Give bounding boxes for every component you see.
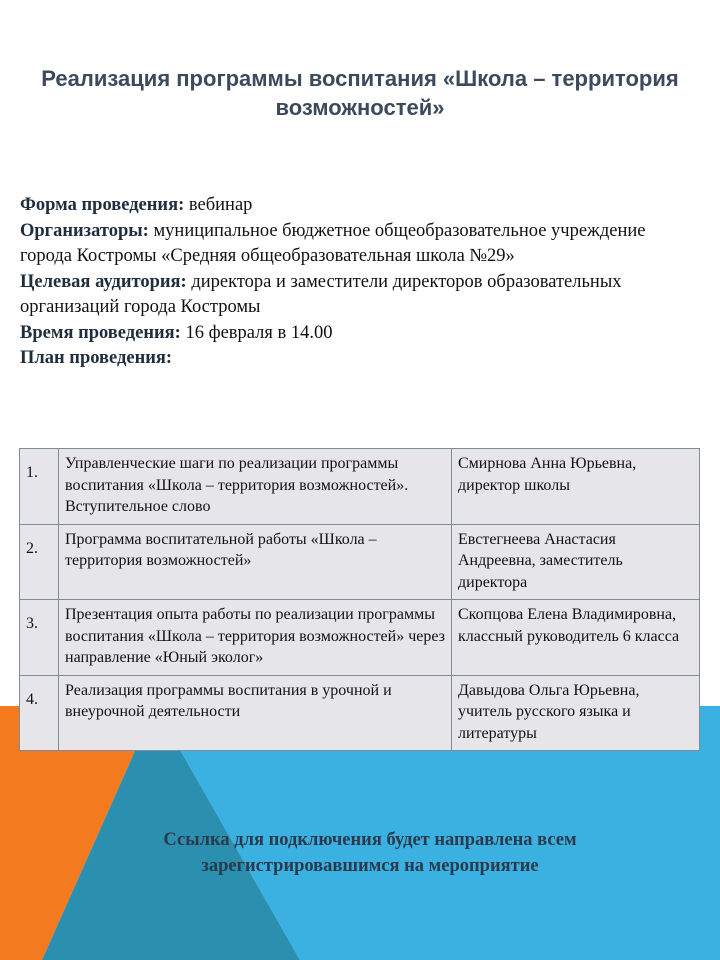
connection-note: Ссылка для подключения будет направлена всем зарегистрировавшимся на мероприятие (163, 830, 577, 876)
format-value: вебинар (184, 195, 253, 215)
organizers-line (20, 219, 660, 270)
row-number: 1. (20, 449, 59, 525)
row-speaker: Скопцова Елена Владимировна, классный руководитель 6 класса (452, 600, 700, 676)
row-topic: Презентация опыта работы по реализации программы воспитания «Школа – территория возможностей» через направление «Юный эколог» (59, 600, 452, 676)
plan-table (19, 448, 700, 751)
page-title: Реализация программы воспитания «Школа – территория возможностей» (41, 66, 679, 120)
plan-label: План проведения: (20, 348, 173, 368)
format-line (20, 193, 660, 219)
row-speaker: Смирнова Анна Юрьевна, директор школы (452, 449, 700, 525)
plan-line (20, 346, 660, 372)
row-number: 4. (20, 675, 59, 751)
table-row (20, 449, 700, 525)
row-number: 2. (20, 524, 59, 600)
row-number: 3. (20, 600, 59, 676)
time-label: Время проведения: (20, 322, 181, 343)
row-topic: Программа воспитательной работы «Школа – территория возможностей» (59, 524, 452, 600)
time-line (20, 321, 660, 347)
audience-label: Целевая аудитория: (20, 271, 187, 292)
organizers-label: Организаторы: (20, 220, 149, 241)
organizers-value: муниципальное бюджетное общеобразовательное учреждение города Костромы «Средняя общеобразовательная школа №29» (20, 220, 646, 266)
row-speaker: Давыдова Ольга Юрьевна, учитель русского языка и литературы (452, 675, 700, 751)
row-topic: Реализация программы воспитания в урочной и внеурочной деятельности (59, 675, 452, 751)
audience-value: директора и заместители директоров образовательных организаций города Костромы (20, 271, 622, 317)
table-row (20, 600, 700, 676)
row-speaker: Евстегнеева Анастасия Андреевна, заместитель директора (452, 524, 700, 600)
table-row (20, 524, 700, 600)
audience-line (20, 270, 660, 321)
event-info (20, 193, 660, 372)
format-label: Форма проведения: (20, 195, 185, 215)
time-value: 16 февраля в 14.00 (180, 322, 333, 343)
table-row (20, 675, 700, 751)
row-topic: Управленческие шаги по реализации программы воспитания «Школа – территория возможностей». Вступительное слово (59, 449, 452, 525)
